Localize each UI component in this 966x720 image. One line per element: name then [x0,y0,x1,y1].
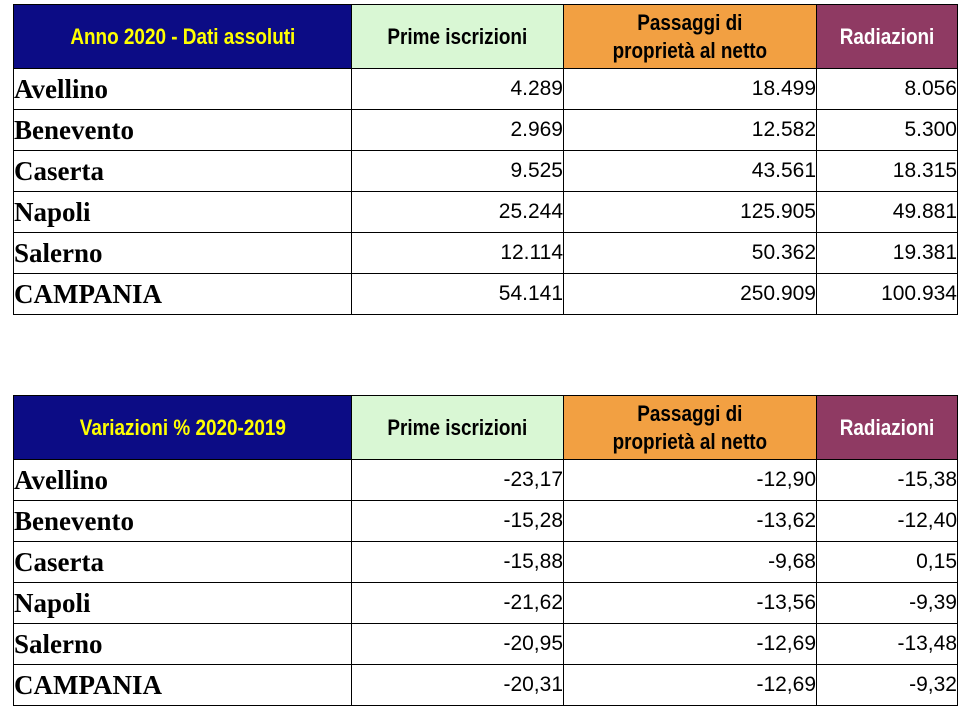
prime-value: 12.114 [352,233,564,274]
passaggi-header: Passaggi di proprietà al netto [564,5,817,69]
province-name: Salerno [14,233,352,274]
table-title-header: Anno 2020 - Dati assoluti [14,5,352,69]
table-title-header: Variazioni % 2020-2019 [14,396,352,460]
passaggi-value: 43.561 [564,151,817,192]
radiazioni-header: Radiazioni [817,396,958,460]
province-name: Salerno [14,624,352,665]
province-name: Avellino [14,69,352,110]
radiazioni-value: 49.881 [817,192,958,233]
prime-value: -21,62 [352,583,564,624]
table-row [14,233,958,274]
passaggi-value: 250.909 [564,274,817,315]
table-row-total [14,665,958,706]
table-header-row [14,5,958,69]
passaggi-value: -12,90 [564,460,817,501]
radiazioni-value: 19.381 [817,233,958,274]
table-row [14,624,958,665]
passaggi-value: -12,69 [564,624,817,665]
province-name: Napoli [14,583,352,624]
passaggi-value: 18.499 [564,69,817,110]
passaggi-value: 12.582 [564,110,817,151]
prime-value: 25.244 [352,192,564,233]
radiazioni-value: 5.300 [817,110,958,151]
prime-value: 9.525 [352,151,564,192]
table-row [14,192,958,233]
prime-value: -15,88 [352,542,564,583]
prime-iscrizioni-header: Prime iscrizioni [352,5,564,69]
table-row-total [14,274,958,315]
province-name: CAMPANIA [14,665,352,706]
province-name: Benevento [14,501,352,542]
table-row [14,542,958,583]
province-name: CAMPANIA [14,274,352,315]
prime-value: -23,17 [352,460,564,501]
table-row [14,110,958,151]
absolute-data-table [13,4,958,315]
passaggi-value: -9,68 [564,542,817,583]
prime-value: 54.141 [352,274,564,315]
passaggi-value: -13,62 [564,501,817,542]
table-row [14,501,958,542]
province-name: Caserta [14,151,352,192]
prime-value: -20,95 [352,624,564,665]
radiazioni-value: 100.934 [817,274,958,315]
prime-value: -20,31 [352,665,564,706]
radiazioni-header: Radiazioni [817,5,958,69]
radiazioni-value: -15,38 [817,460,958,501]
radiazioni-value: -9,39 [817,583,958,624]
radiazioni-value: 18.315 [817,151,958,192]
variation-percent-table [13,395,958,706]
passaggi-value: -12,69 [564,665,817,706]
passaggi-value: 50.362 [564,233,817,274]
table-row [14,69,958,110]
province-name: Benevento [14,110,352,151]
radiazioni-value: 0,15 [817,542,958,583]
table-row [14,460,958,501]
prime-value: 2.969 [352,110,564,151]
prime-value: -15,28 [352,501,564,542]
prime-value: 4.289 [352,69,564,110]
passaggi-value: 125.905 [564,192,817,233]
radiazioni-value: -13,48 [817,624,958,665]
table-header-row [14,396,958,460]
province-name: Avellino [14,460,352,501]
radiazioni-value: -12,40 [817,501,958,542]
province-name: Caserta [14,542,352,583]
radiazioni-value: -9,32 [817,665,958,706]
province-name: Napoli [14,192,352,233]
radiazioni-value: 8.056 [817,69,958,110]
passaggi-header: Passaggi di proprietà al netto [564,396,817,460]
table-row [14,583,958,624]
prime-iscrizioni-header: Prime iscrizioni [352,396,564,460]
table-row [14,151,958,192]
passaggi-value: -13,56 [564,583,817,624]
